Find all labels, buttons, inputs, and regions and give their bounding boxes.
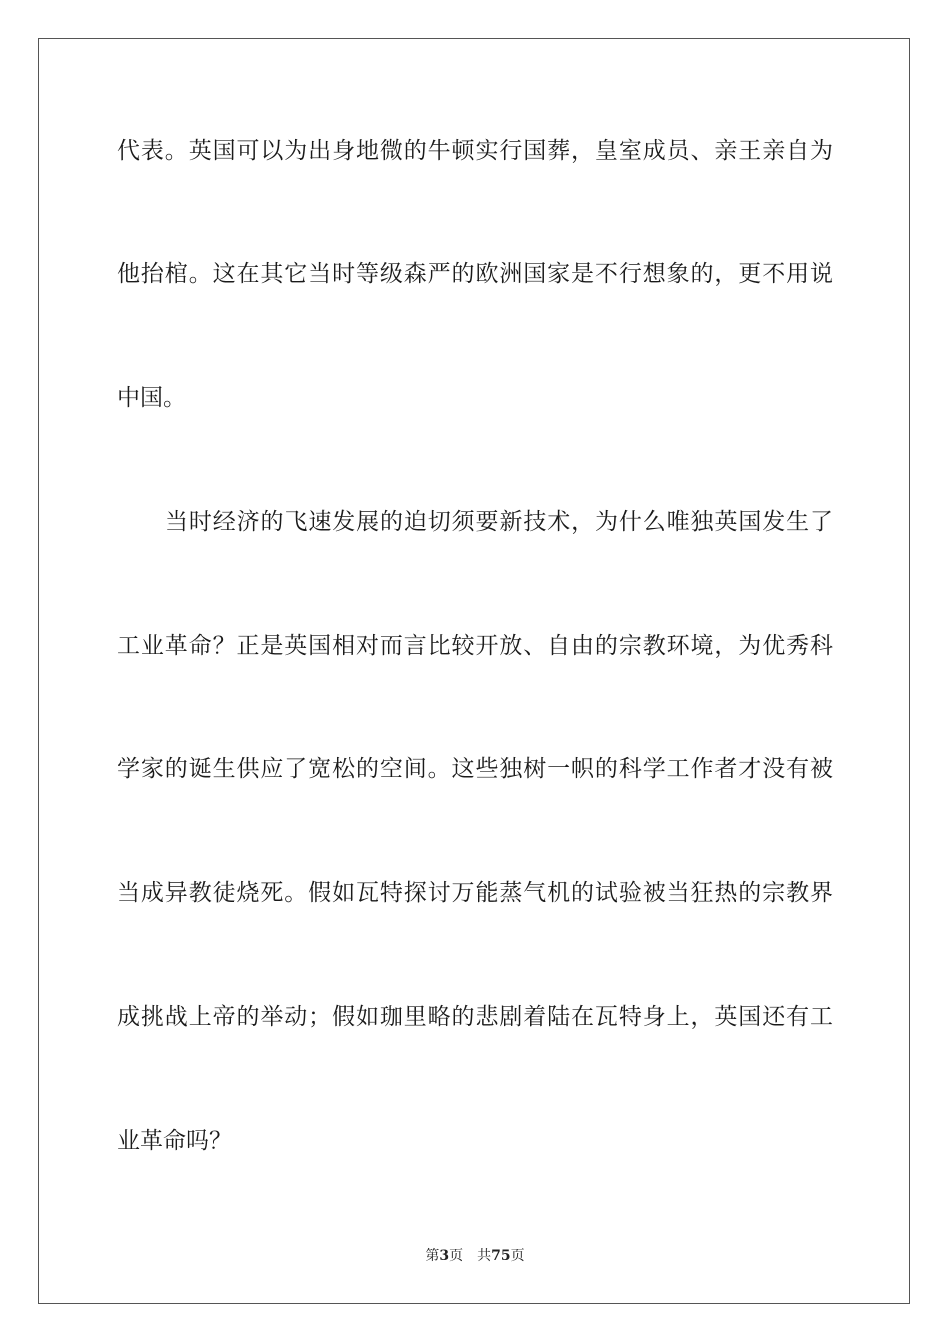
text-line: 工业革命？正是英国相对而言比较开放、自由的宗教环境，为优秀科 bbox=[117, 633, 833, 659]
page-suffix: 页 bbox=[449, 1248, 464, 1264]
text-line: 他抬棺。这在其它当时等级森严的欧洲国家是不行想象的，更不用说 bbox=[117, 261, 833, 287]
text-line: 代表。英国可以为出身地微的牛顿实行国葬，皇室成员、亲王亲自为 bbox=[117, 138, 833, 164]
total-prefix: 共 bbox=[477, 1248, 492, 1264]
text-line: 学家的诞生供应了宽松的空间。这些独树一帜的科学工作者才没有被 bbox=[117, 756, 833, 782]
page-border bbox=[38, 38, 910, 1304]
text-line: 当成异教徒烧死。假如瓦特探讨万能蒸气机的试验被当狂热的宗教界 bbox=[117, 880, 833, 906]
text-line: 成挑战上帝的举动；假如珈里略的悲剧着陆在瓦特身上，英国还有工 bbox=[117, 1004, 833, 1030]
page-number: 3 bbox=[439, 1248, 450, 1264]
total-pages: 75 bbox=[491, 1248, 511, 1264]
page-footer bbox=[0, 1247, 950, 1265]
paragraph-first-line: 当时经济的飞速发展的迫切须要新技术，为什么唯独英国发生了 bbox=[165, 509, 833, 535]
text-line: 中国。 bbox=[117, 385, 186, 411]
total-suffix: 页 bbox=[510, 1248, 525, 1264]
text-line: 业革命吗？ bbox=[117, 1128, 232, 1154]
page-prefix: 第 bbox=[425, 1248, 440, 1264]
